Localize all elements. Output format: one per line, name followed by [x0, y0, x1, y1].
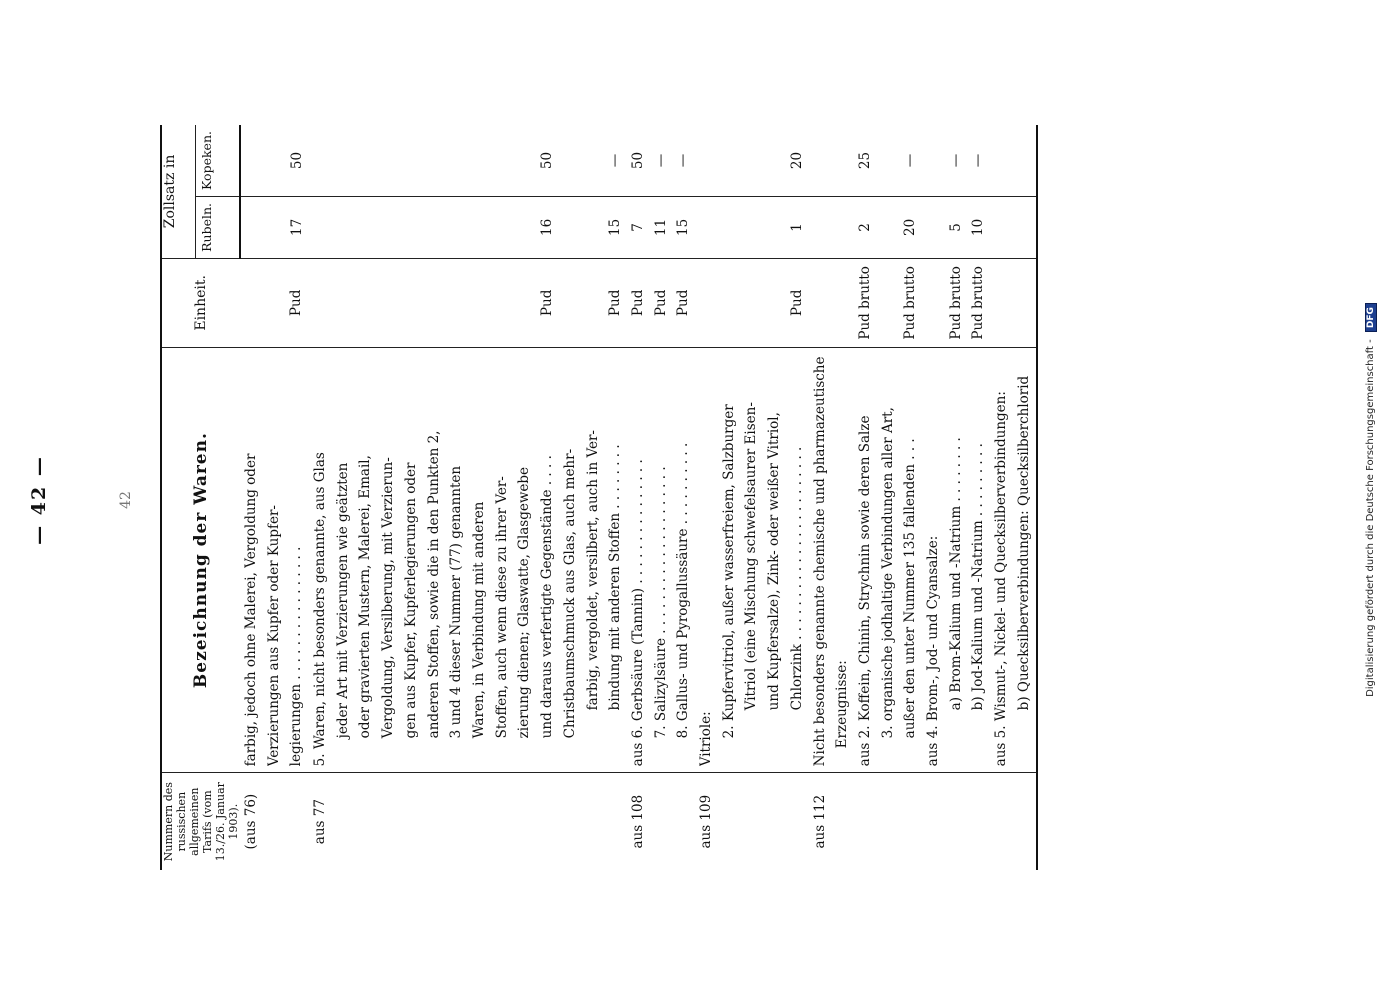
- header-rubles-col: Rubeln.: [195, 196, 240, 258]
- description-line: außer den unter Nummer 135 fallenden . . .: [902, 438, 919, 739]
- unit-value: [877, 265, 900, 341]
- header-duty-col: Zollsatz in: [161, 125, 195, 258]
- duty-kopeks-value: [740, 131, 763, 190]
- duty-kopeks-value: —: [652, 153, 669, 168]
- unit: [695, 258, 809, 347]
- duty-rubles-value: 10: [970, 218, 987, 237]
- duty-kopeks-value: —: [607, 153, 624, 168]
- unit-value: [445, 265, 468, 341]
- duty-kopeks-value: 50: [538, 151, 555, 170]
- duty-kopeks: [809, 125, 1037, 196]
- description-line: Nicht besonders genannte chemische und pharmazeutische: [811, 356, 828, 767]
- duty-kopeks-value: [445, 131, 468, 190]
- duty-rubles-value: [468, 203, 491, 252]
- description-line: 5. Waren, nicht besonders genannte, aus Glas: [312, 452, 329, 767]
- unit-value: [400, 265, 423, 341]
- duty-rubles-value: 11: [652, 218, 669, 237]
- page-number: — 42 —: [28, 455, 50, 545]
- description-line: aus 2. Koffein, Chinin, Strychnin sowie deren Salze: [856, 415, 873, 767]
- duty-rubles: [309, 196, 559, 258]
- description-line: Vitriole:: [698, 711, 715, 767]
- faint-page-number: 42: [118, 491, 134, 509]
- duty-kopeks: [627, 125, 695, 196]
- duty-rubles-value: [332, 203, 355, 252]
- unit: [240, 258, 309, 347]
- duty-kopeks-value: [831, 131, 854, 190]
- duty-rubles-value: 5: [947, 223, 964, 232]
- description-line: aus 5. Wismut-, Nickel- und Quecksilberverbindungen:: [993, 391, 1010, 767]
- unit-value: [582, 265, 605, 341]
- goods-description: [695, 347, 809, 772]
- description-line: farbig, jedoch ohne Malerei, Vergoldung oder: [243, 453, 259, 767]
- unit-value: [491, 265, 514, 341]
- unit-value: [354, 265, 377, 341]
- duty-kopeks-value: —: [902, 153, 919, 168]
- duty-kopeks-value: 50: [629, 151, 646, 170]
- duty-rubles-value: [1013, 203, 1036, 252]
- duty-rubles-value: 17: [289, 218, 306, 237]
- duty-rubles-value: 2: [856, 223, 873, 232]
- duty-kopeks-value: [718, 131, 741, 190]
- table-row: [559, 125, 627, 870]
- unit-value: [809, 265, 832, 341]
- unit-value: [559, 265, 582, 341]
- description-line: und Kupfersalze), Zink- oder weißer Vitriol,: [766, 412, 783, 711]
- duty-rubles-value: 20: [902, 218, 919, 237]
- tariff-number: aus 77: [309, 773, 559, 870]
- description-line: und daraus verfertigte Gegenstände . . . .: [539, 455, 556, 739]
- duty-rubles-value: [740, 203, 763, 252]
- duty-rubles-value: [763, 203, 786, 252]
- duty-rubles-value: 15: [675, 218, 692, 237]
- duty-kopeks: [695, 125, 809, 196]
- unit-value: Pud brutto: [947, 266, 964, 340]
- duty-kopeks-value: [1013, 131, 1036, 190]
- unit: [559, 258, 627, 347]
- unit-value: Pud: [652, 289, 669, 317]
- duty-kopeks-value: —: [947, 153, 964, 168]
- duty-kopeks: [559, 125, 627, 196]
- duty-rubles-value: [309, 203, 332, 252]
- funding-note: [1365, 0, 1377, 1000]
- duty-kopeks-value: [354, 131, 377, 190]
- unit-value: Pud brutto: [856, 266, 873, 340]
- duty-rubles-value: [695, 203, 718, 252]
- duty-rubles-value: [831, 203, 854, 252]
- header-description-col: Bezeichnung der Waren.: [161, 347, 240, 772]
- unit-value: Pud: [675, 289, 692, 317]
- duty-rubles-value: [354, 203, 377, 252]
- unit-value: [423, 265, 446, 341]
- duty-rubles-value: [559, 203, 582, 252]
- duty-kopeks-value: [809, 131, 832, 190]
- goods-description: [809, 347, 1037, 772]
- unit-value: Pud: [629, 289, 646, 317]
- table-row: [309, 125, 559, 870]
- unit-value: Pud: [538, 289, 555, 317]
- duty-kopeks-value: [922, 131, 945, 190]
- duty-kopeks-value: —: [970, 153, 987, 168]
- description-line: Stoffen, auch wenn diese zu ihrer Ver-: [493, 476, 510, 739]
- duty-kopeks-value: [309, 131, 332, 190]
- unit-value: [1013, 265, 1036, 341]
- description-line: Waren, in Verbindung mit anderen: [471, 501, 487, 739]
- unit-value: Pud: [788, 289, 805, 317]
- duty-kopeks-value: [400, 131, 423, 190]
- description-line: a) Brom-Kalium und -Natrium . . . . . . . .: [947, 437, 964, 711]
- duty-rubles-value: [264, 203, 287, 252]
- unit-value: [240, 265, 263, 341]
- unit-value: [922, 265, 945, 341]
- header-number-col: Nummern des russischen allgemeinen Tarifs (vom 13./26. Januar 1903).: [161, 773, 240, 870]
- unit-value: [513, 265, 536, 341]
- description-line: b) Jod-Kalium und -Natrium . . . . . . . . .: [970, 443, 987, 711]
- duty-rubles-value: [491, 203, 514, 252]
- unit-value: [263, 265, 286, 341]
- duty-kopeks-value: [491, 131, 514, 190]
- duty-kopeks-value: [990, 131, 1013, 190]
- table-row: [627, 125, 695, 870]
- description-line: oder gravierten Mustern, Malerei, Email,: [357, 455, 374, 739]
- description-line: 3. organische jodhaltige Verbindungen aller Art,: [879, 407, 896, 739]
- duty-rubles-value: 1: [788, 223, 805, 232]
- unit-value: [332, 265, 355, 341]
- duty-kopeks-value: [264, 131, 287, 190]
- goods-description: [627, 347, 695, 772]
- duty-rubles: [695, 196, 809, 258]
- description-line: 8. Gallus- und Pyrogallussäure . . . . . . . . . .: [675, 442, 692, 739]
- duty-kopeks-value: [468, 131, 491, 190]
- duty-kopeks-value: [763, 131, 786, 190]
- duty-kopeks-value: [695, 131, 718, 190]
- header-unit-col: Einheit.: [161, 258, 240, 347]
- duty-rubles-value: [423, 203, 446, 252]
- table-row: [809, 125, 1037, 870]
- duty-kopeks-value: [377, 131, 400, 190]
- duty-kopeks-value: 20: [788, 151, 805, 170]
- description-line: legierungen . . . . . . . . . . . . . . . .: [288, 546, 305, 767]
- duty-rubles: [627, 196, 695, 258]
- unit-value: Pud brutto: [970, 266, 987, 340]
- unit-value: [377, 265, 400, 341]
- goods-description: [309, 347, 559, 772]
- duty-rubles-value: 15: [607, 218, 624, 237]
- duty-rubles-value: [400, 203, 423, 252]
- description-line: anderen Stoffen, sowie die in den Punkten 2,: [425, 430, 442, 739]
- tariff-number: aus 109: [695, 773, 809, 870]
- header-kopeks-col: Kopeken.: [195, 125, 240, 196]
- duty-rubles: [240, 196, 309, 258]
- unit-value: [695, 265, 718, 341]
- description-line: 3 und 4 dieser Nummer (77) genannten: [448, 465, 465, 739]
- description-line: farbig, vergoldet, versilbert, auch in Ver-: [584, 430, 601, 711]
- duty-rubles: [559, 196, 627, 258]
- goods-description: [240, 347, 309, 772]
- description-line: Vitriol (eine Mischung schwefelsaurer Eisen-: [743, 402, 760, 711]
- unit-value: [763, 265, 786, 341]
- duty-kopeks-value: [513, 131, 536, 190]
- duty-kopeks-value: [582, 131, 605, 190]
- duty-rubles-value: [445, 203, 468, 252]
- dfg-logo: DFG: [1365, 303, 1377, 332]
- duty-rubles-value: [582, 203, 605, 252]
- funding-note-text: Digitalisierung gefördert durch die Deutsche Forschungsgemeinschaft -: [1365, 339, 1376, 697]
- unit-value: [309, 265, 332, 341]
- description-line: bindung mit anderen Stoffen . . . . . . . .: [607, 444, 624, 711]
- description-line: Vergoldung, Versilberung, mit Verzierun-: [380, 457, 397, 739]
- duty-rubles-value: [990, 203, 1013, 252]
- duty-rubles-value: 16: [538, 218, 555, 237]
- table-row: [695, 125, 809, 870]
- duty-rubles-value: [513, 203, 536, 252]
- unit-value: [990, 265, 1013, 341]
- unit-value: Pud: [607, 289, 624, 317]
- duty-rubles: [809, 196, 1037, 258]
- tariff-number: [559, 773, 627, 870]
- tariff-number: (aus 76): [240, 773, 309, 870]
- tariff-number: aus 112: [809, 773, 1037, 870]
- goods-description: [559, 347, 627, 772]
- unit: [309, 258, 559, 347]
- unit-value: [740, 265, 763, 341]
- duty-kopeks-value: [423, 131, 446, 190]
- duty-kopeks-value: [559, 131, 582, 190]
- duty-kopeks: [240, 125, 309, 196]
- duty-rubles-value: [241, 203, 264, 252]
- description-line: Verzierungen aus Kupfer oder Kupfer-: [265, 505, 282, 767]
- table-row: [240, 125, 309, 870]
- unit-value: Pud brutto: [902, 266, 919, 340]
- duty-kopeks-value: 25: [856, 151, 873, 170]
- description-line: Erzeugnisse:: [834, 660, 851, 749]
- unit-value: [831, 265, 854, 341]
- duty-kopeks: [309, 125, 559, 196]
- duty-rubles-value: [377, 203, 400, 252]
- description-line: 7. Salizylsäure . . . . . . . . . . . . . . . . . . . .: [652, 466, 669, 739]
- description-line: zierung dienen; Glaswatte, Glasgewebe: [516, 466, 533, 739]
- duty-rubles-value: [718, 203, 741, 252]
- unit-value: [468, 265, 491, 341]
- duty-kopeks-value: 50: [289, 151, 306, 170]
- unit-value: Pud: [288, 289, 305, 317]
- duty-rubles-value: [877, 203, 900, 252]
- description-line: jeder Art mit Verzierungen wie geätzten: [334, 462, 351, 739]
- duty-kopeks-value: [332, 131, 355, 190]
- description-line: Chlorzink . . . . . . . . . . . . . . . . . . . . . . .: [788, 446, 805, 711]
- description-line: aus 6. Gerbsäure (Tannin) . . . . . . . . . . . . . . .: [629, 459, 646, 767]
- duty-kopeks-value: [241, 131, 264, 190]
- unit: [627, 258, 695, 347]
- description-line: gen aus Kupfer, Kupferlegierungen oder: [402, 462, 419, 739]
- unit-value: [718, 265, 741, 341]
- duty-rubles-value: [922, 203, 945, 252]
- duty-rubles-value: 7: [629, 223, 646, 232]
- description-line: 2. Kupfervitriol, außer wasserfreiem, Salzburger: [720, 404, 737, 739]
- tariff-number: aus 108: [627, 773, 695, 870]
- description-line: b) Quecksilberverbindungen: Quecksilberchlorid: [1015, 375, 1032, 711]
- duty-kopeks-value: —: [675, 153, 692, 168]
- description-line: Christbaumschmuck aus Glas, auch mehr-: [561, 448, 578, 739]
- duty-kopeks-value: [877, 131, 900, 190]
- description-line: aus 4. Brom-, Jod- und Cyansalze:: [925, 535, 942, 767]
- unit: [809, 258, 1037, 347]
- duty-rubles-value: [809, 203, 832, 252]
- tariff-table: [160, 125, 1038, 870]
